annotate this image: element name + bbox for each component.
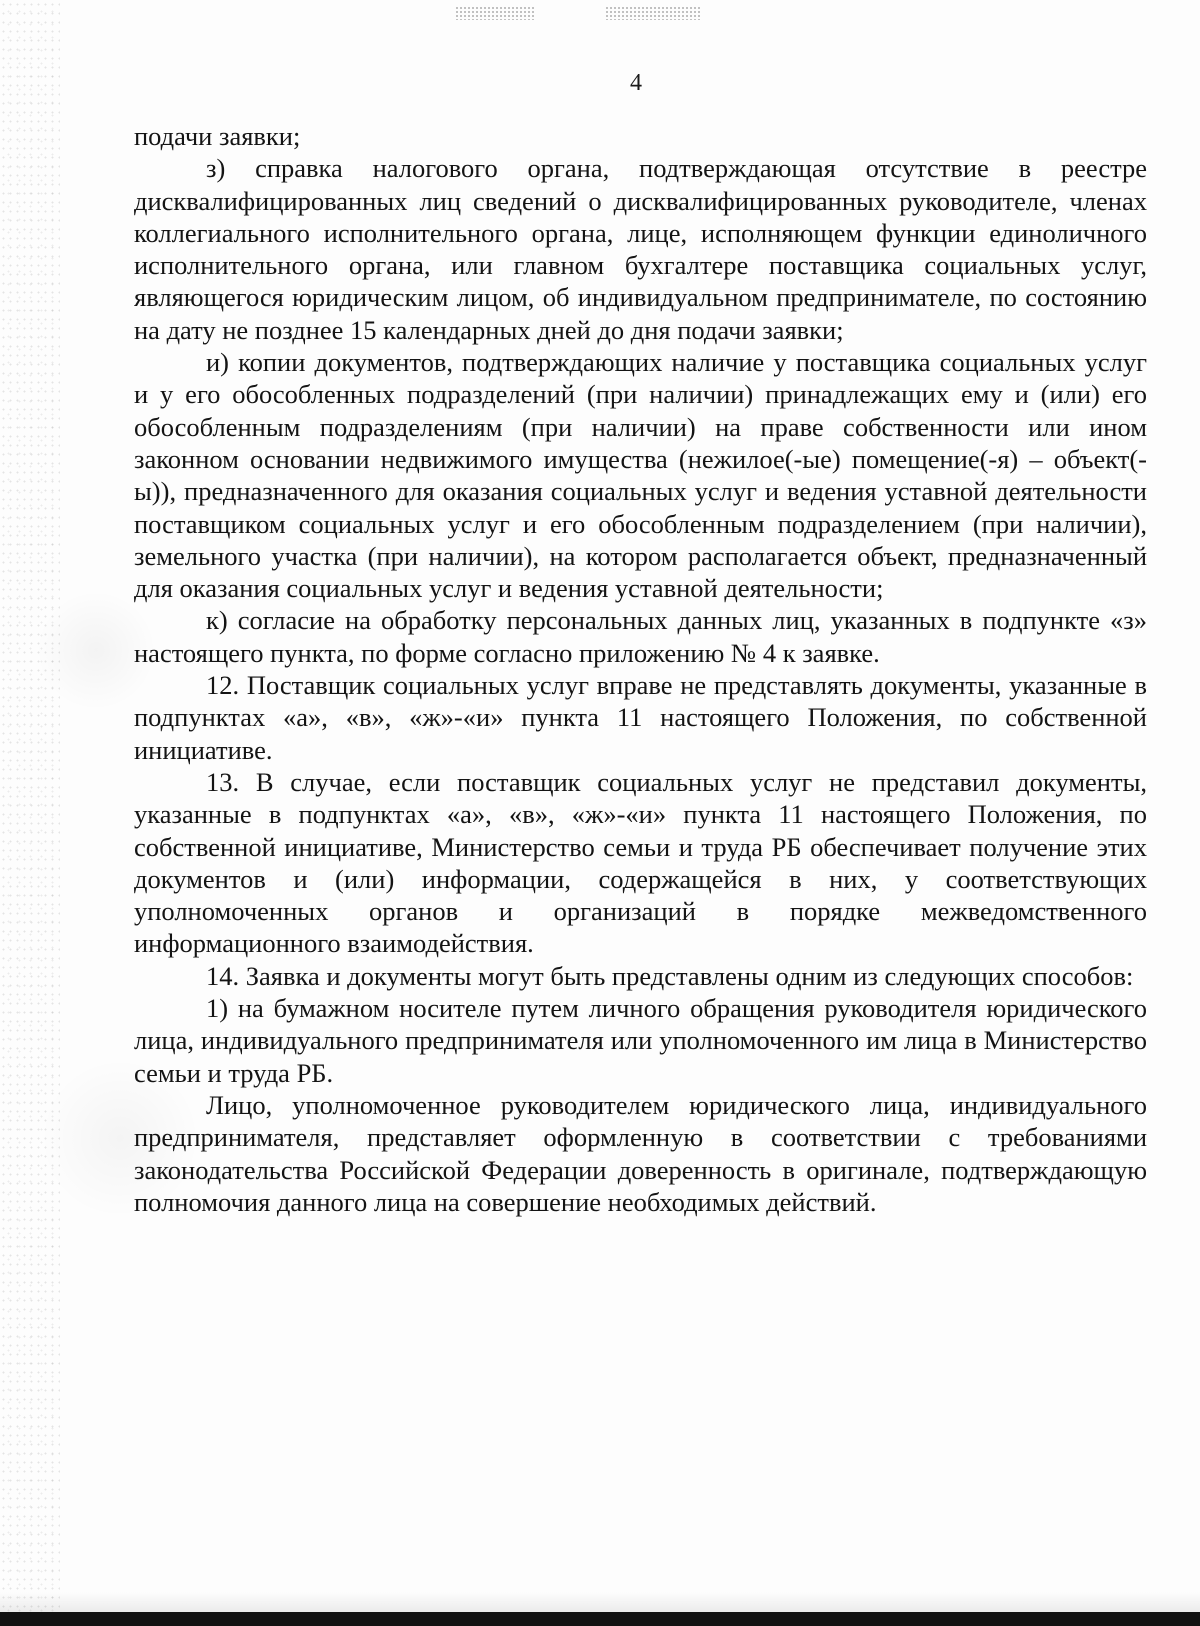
paragraph-continuation: подачи заявки; xyxy=(134,121,301,151)
paragraph-14-1: 1) на бумажном носителе путем личного обращения руководителя юридического лица, индивидуального предпринимателя или уполномоченного им лица в Министерство семьи и труда РБ. xyxy=(134,993,1147,1088)
paragraph-authorized-person: Лицо, уполномоченное руководителем юридического лица, индивидуального предпринимателя, представляет оформленную в соответствии с требованиями законодательства Российской Федерации доверенность в оригинале, подтверждающую полномочия данного лица на совершение необходимых действий. xyxy=(134,1089,1147,1217)
paragraph-12: 12. Поставщик социальных услуг вправе не представлять документы, указанные в подпунктах «а», «в», «ж»-«и» пункта 11 настоящего Положения, по собственной инициативе. xyxy=(134,670,1147,765)
paragraph-item-k: к) согласие на обработку персональных данных лиц, указанных в подпункте «з» настоящего пункта, по форме согласно приложению № 4 к заявке. xyxy=(134,605,1147,668)
scan-smudge xyxy=(605,6,700,20)
scan-bottom-edge xyxy=(0,1612,1200,1626)
paragraph-item-i: и) копии документов, подтверждающих наличие у поставщика социальных услуг и у его обособленных подразделений (при наличии) принадлежащих ему и (или) его обособленным подразделениям (при наличии) на праве собственности или ином законном основании недвижимого имущества (нежилое(-ые) помещение(-я) – объект(-ы)), предназначенного для оказания социальных услуг и ведения уставной деятельности поставщиком социальных услуг и его обособленным подразделением (при наличии), земельного участка (при наличии), на котором располагается объект, предназначенный для оказания социальных услуг и ведения уставной деятельности; xyxy=(134,347,1147,604)
scan-bottom-shade xyxy=(0,1592,1200,1614)
paragraph-item-z: з) справка налогового органа, подтверждающая отсутствие в реестре дисквалифицированных лиц сведений о дисквалифицированных руководителе, членах коллегиального исполнительного органа, лице, исполняющем функции единоличного исполнительного органа, или главном бухгалтере поставщика социальных услуг, являющегося юридическим лицом, об индивидуальном предпринимателе, по состоянию на дату не позднее 15 календарных дней до дня подачи заявки; xyxy=(134,153,1147,345)
paragraph-14: 14. Заявка и документы могут быть представлены одним из следующих способов: xyxy=(206,960,1134,991)
document-body xyxy=(134,120,1147,1218)
page-number: 4 xyxy=(630,70,642,96)
scan-edge-noise xyxy=(0,0,60,1626)
scan-smudge xyxy=(455,6,535,20)
paragraph-13: 13. В случае, если поставщик социальных услуг не представил документы, указанные в подпунктах «а», «в», «ж»-«и» пункта 11 настоящего Положения, по собственной инициативе, Министерство семьи и труда РБ обеспечивает получение этих документов и (или) информации, содержащейся в них, у соответствующих уполномоченных органов и организаций в порядке межведомственного информационного взаимодействия. xyxy=(134,766,1147,959)
